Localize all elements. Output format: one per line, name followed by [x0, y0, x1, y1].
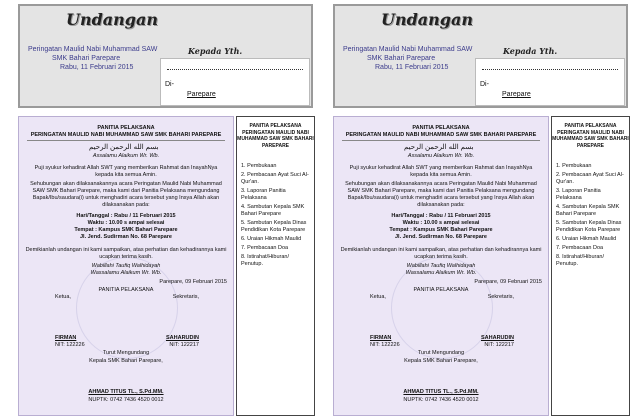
chairman-name: FIRMAN: [370, 335, 392, 341]
agenda-item: 7. Pembacaan Doa: [241, 245, 289, 251]
chairman-nit: NIT: 122226: [370, 342, 400, 348]
address-box: [475, 58, 625, 106]
secretary-name: SAHARUDIN: [481, 335, 514, 341]
sekretaris-label: Sekretaris,: [172, 294, 199, 300]
agenda-item: 8. Istirahat/Hiburan/ Penutup.: [241, 254, 289, 267]
principal-name: AHMAD TITUS TL., S.Pd.MM.: [403, 389, 479, 395]
committee-label: PANITIA PELAKSANA: [98, 287, 154, 293]
event-day: Hari/Tanggal : Rabu / 11 Februari 2015: [391, 213, 491, 219]
agenda-list: [556, 163, 626, 270]
agenda-panel: [236, 116, 315, 416]
agenda-item: 1. Pembukaan: [241, 163, 277, 169]
agenda-item: 2. Pembacaan Ayat Suci Al-Qur'an.: [556, 172, 624, 185]
ketua-label: Ketua,: [55, 294, 71, 300]
agenda-item: 8. Istirahat/Hiburan/ Penutup.: [556, 254, 604, 267]
recipient-line: [482, 69, 618, 70]
greeting: Assalamu Alaikum Wr. Wb.: [92, 153, 160, 159]
school-line: SMK Bahari Parepare: [52, 55, 121, 62]
agenda-item: 1. Pembukaan: [556, 163, 592, 169]
school-line: SMK Bahari Parepare: [367, 55, 436, 62]
panel-subtitle: PERINGATAN MAULID NABI MUHAMMAD SAW SMK BAHARI PAREPARE: [30, 132, 222, 138]
chairman-name: FIRMAN: [55, 335, 77, 341]
principal-name: AHMAD TITUS TL., S.Pd.MM.: [88, 389, 164, 395]
secretary-nit: NIT: 122217: [484, 342, 514, 348]
event-street: Jl. Jend. Sudirman No. 68 Parepare: [394, 234, 487, 240]
secretary-name: SAHARUDIN: [166, 335, 199, 341]
wabillah: Wabillahi Taufiq Walhidayah: [91, 263, 161, 269]
panel-title: PANITIA PELAKSANA: [97, 125, 155, 131]
agenda-list: [241, 163, 311, 270]
paragraph-2: Sehubungan akan dilaksanakannya acara Peringatan Maulid Nabi Muhammad SAW SMK Bahari Parepare, maka kami dari Panitia Pelaksana mengundang Bapak/Ibu/saudara(i) untuk menghadiri acara tersebut yang Insya Allah akan dilaksanakan pada:: [345, 181, 537, 208]
basmalah: بسم الله الرحمن الرحيم: [89, 144, 159, 151]
city-label: Parepare: [502, 91, 531, 98]
principal-nuptk: NUPTK: 0742 7436 4520 0012: [403, 397, 479, 403]
panel-title: PANITIA PELAKSANA: [412, 125, 470, 131]
agenda-item: 4. Sambutan Kepala SMK Bahari Parepare: [556, 204, 620, 217]
agenda-item: 3. Laporan Panitia Pelaksana: [241, 188, 286, 201]
greeting: Assalamu Alaikum Wr. Wb.: [407, 153, 475, 159]
invitation-title: Undangan: [381, 10, 473, 29]
agenda-item: 4. Sambutan Kepala SMK Bahari Parepare: [241, 204, 305, 217]
invitation-card-right: [325, 0, 635, 418]
letter-date: Parepare, 09 Februari 2015: [474, 279, 542, 285]
header-box: [333, 4, 628, 108]
wabillah: Wabillahi Taufiq Walhidayah: [406, 263, 476, 269]
sekretaris-label: Sekretaris,: [487, 294, 514, 300]
agenda-item: 5. Sambutan Kepala Dinas Pendidikan Kota Parepare: [556, 220, 622, 233]
closing-text: Demikianlah undangan ini kami sampaikan, atas perhatian dan kehadirannya kami ucapkan terima kasih.: [340, 247, 542, 260]
recipient-line: [167, 69, 303, 70]
agenda-title: PANITIA PELAKSANA PERINGATAN MAULID NABI MUHAMMAD SAW SMK BAHARI PAREPARE: [237, 123, 314, 149]
turut-label: Turut Mengundang: [102, 350, 150, 356]
di-label: Di-: [480, 81, 489, 88]
address-box: [160, 58, 310, 106]
principal-nuptk: NUPTK: 0742 7436 4520 0012: [88, 397, 164, 403]
event-place: Tempat : Kampus SMK Bahari Parepare: [74, 227, 178, 233]
letter-date: Parepare, 09 Februari 2015: [159, 279, 227, 285]
event-place: Tempat : Kampus SMK Bahari Parepare: [389, 227, 493, 233]
kepada-label: Kepada Yth.: [503, 46, 558, 56]
paragraph-1: Puji syukur kehadirat Allah SWT yang memberikan Rahmat dan InayahNya kepada kita semua Amin.: [349, 165, 533, 178]
chairman-nit: NIT: 122226: [55, 342, 85, 348]
committee-label: PANITIA PELAKSANA: [413, 287, 469, 293]
agenda-item: 6. Uraian Hikmah Maulid: [556, 236, 617, 242]
event-street: Jl. Jend. Sudirman No. 68 Parepare: [79, 234, 172, 240]
event-line: Peringatan Maulid Nabi Muhammad SAW: [343, 46, 473, 53]
ketua-label: Ketua,: [370, 294, 386, 300]
agenda-item: 3. Laporan Panitia Pelaksana: [556, 188, 601, 201]
principal-title: Kepala SMK Bahari Parepare,: [89, 358, 163, 364]
date-line: Rabu, 11 Februari 2015: [60, 64, 134, 71]
event-time: Waktu : 10.00 s ampai selesai: [87, 220, 165, 226]
invitation-card-left: [10, 0, 320, 418]
city-label: Parepare: [187, 91, 216, 98]
secretary-nit: NIT: 122217: [169, 342, 199, 348]
di-label: Di-: [165, 81, 174, 88]
principal-title: Kepala SMK Bahari Parepare,: [404, 358, 478, 364]
wassalam: Wassalamu Alaikum Wr. Wb.: [90, 270, 162, 276]
panel-subtitle: PERINGATAN MAULID NABI MUHAMMAD SAW SMK BAHARI PAREPARE: [345, 132, 537, 138]
paragraph-1: Puji syukur kehadirat Allah SWT yang memberikan Rahmat dan InayahNya kepada kita semua Amin.: [34, 165, 218, 178]
header-box: [18, 4, 313, 108]
kepada-label: Kepada Yth.: [188, 46, 243, 56]
agenda-item: 2. Pembacaan Ayat Suci Al-Qur'an.: [241, 172, 309, 185]
date-line: Rabu, 11 Februari 2015: [375, 64, 449, 71]
turut-label: Turut Mengundang: [417, 350, 465, 356]
invitation-body: [333, 116, 549, 416]
wassalam: Wassalamu Alaikum Wr. Wb.: [405, 270, 477, 276]
event-line: Peringatan Maulid Nabi Muhammad SAW: [28, 46, 158, 53]
event-day: Hari/Tanggal : Rabu / 11 Februari 2015: [76, 213, 176, 219]
closing-text: Demikianlah undangan ini kami sampaikan, atas perhatian dan kehadirannya kami ucapkan terima kasih.: [25, 247, 227, 260]
invitation-body: [18, 116, 234, 416]
invitation-title: Undangan: [66, 10, 158, 29]
basmalah: بسم الله الرحمن الرحيم: [404, 144, 474, 151]
agenda-panel: [551, 116, 630, 416]
paragraph-2: Sehubungan akan dilaksanakannya acara Peringatan Maulid Nabi Muhammad SAW SMK Bahari Parepare, maka kami dari Panitia Pelaksana mengundang Bapak/Ibu/saudara(i) untuk menghadiri acara tersebut yang Insya Allah akan dilaksanakan pada:: [30, 181, 222, 208]
event-time: Waktu : 10.00 s ampai selesai: [402, 220, 480, 226]
agenda-item: 5. Sambutan Kepala Dinas Pendidikan Kota Parepare: [241, 220, 307, 233]
agenda-item: 7. Pembacaan Doa: [556, 245, 604, 251]
agenda-title: PANITIA PELAKSANA PERINGATAN MAULID NABI MUHAMMAD SAW SMK BAHARI PAREPARE: [552, 123, 629, 149]
agenda-item: 6. Uraian Hikmah Maulid: [241, 236, 302, 242]
